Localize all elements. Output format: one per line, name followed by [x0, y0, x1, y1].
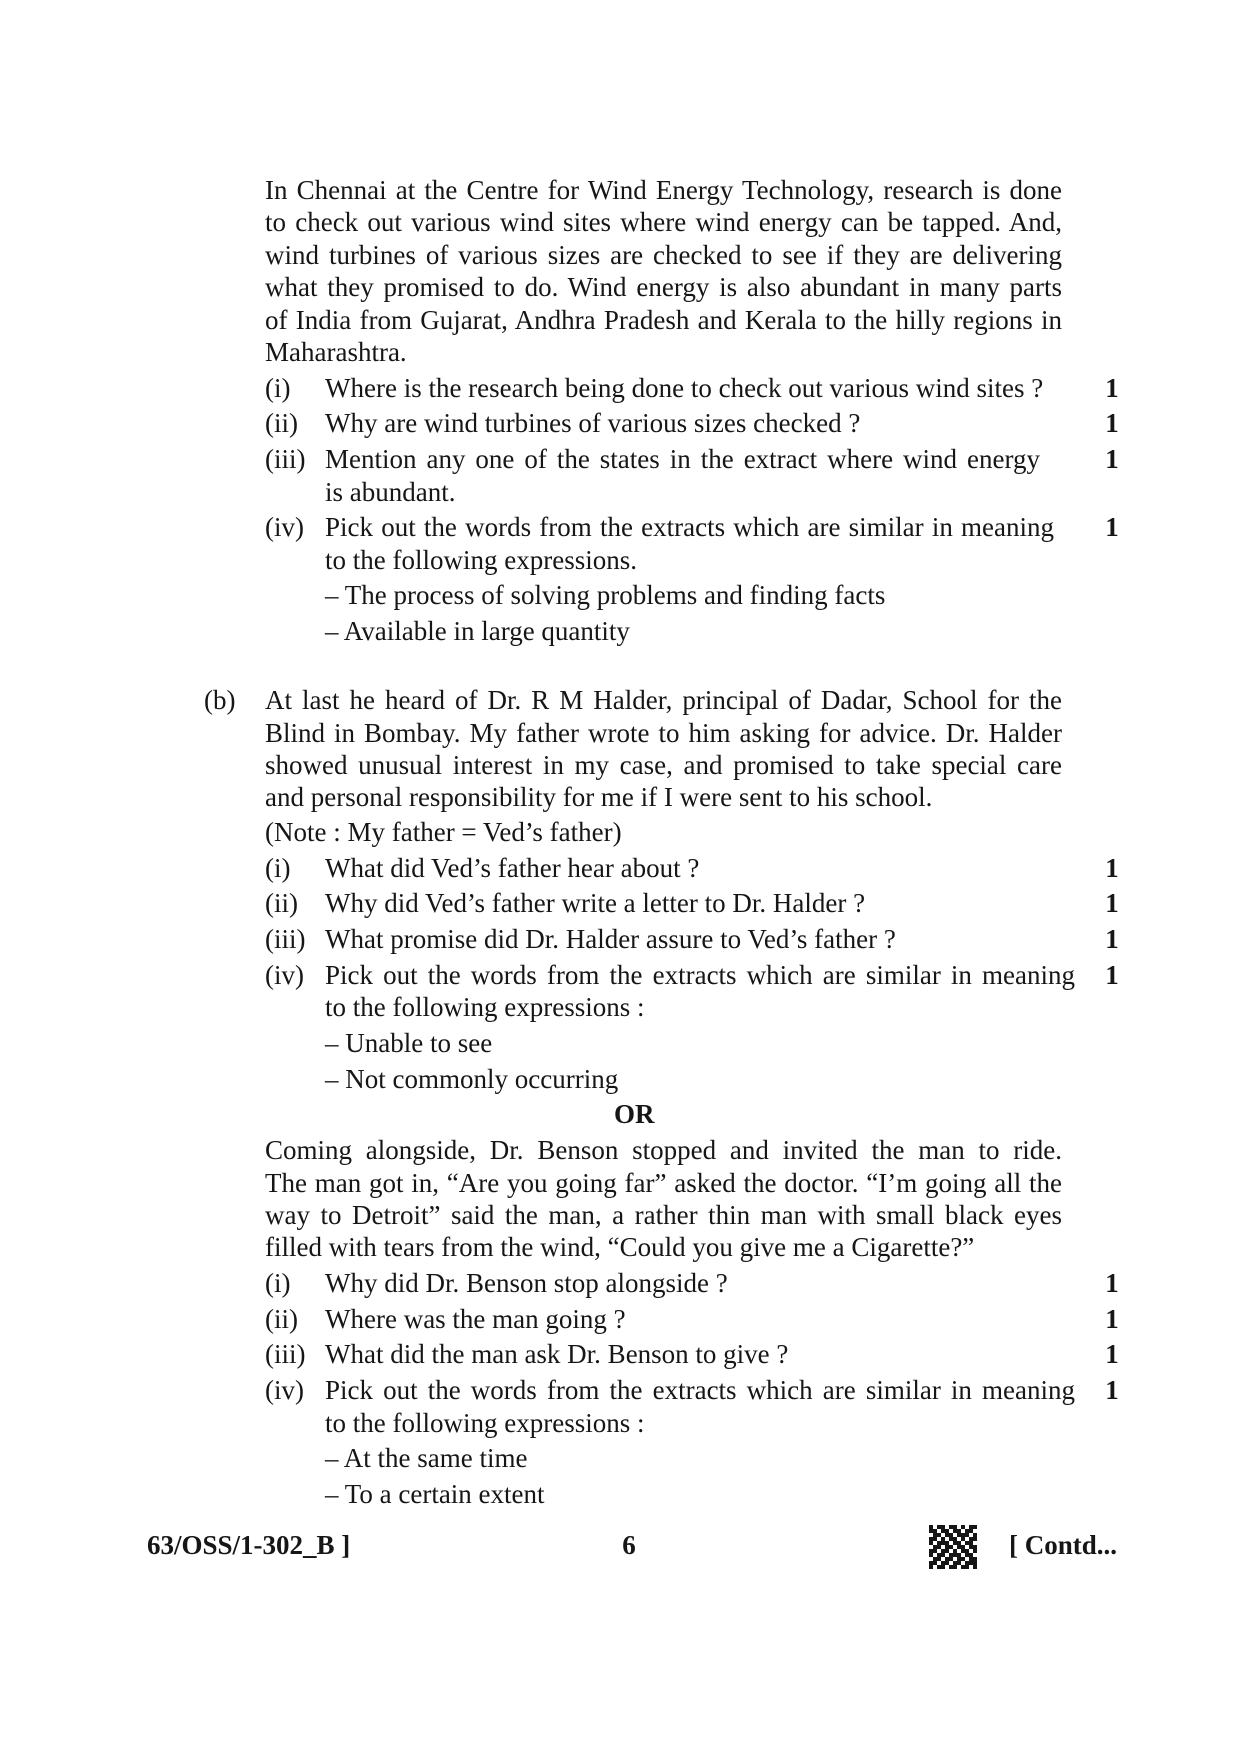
expression-item: – The process of solving problems and finding facts	[325, 580, 886, 611]
expression-item: – Unable to see	[325, 1028, 493, 1058]
question-line: to the following expressions :	[325, 992, 645, 1023]
question-number: (iv)	[265, 512, 304, 543]
question-number: (i)	[265, 1268, 291, 1299]
question-text	[325, 443, 1125, 508]
qr-code-pattern	[929, 1525, 977, 1569]
question-line: Pick out the words from the extracts which are similar in meaning	[325, 959, 1075, 990]
passage-line: Maharashtra.	[265, 337, 407, 368]
marks: 1	[1105, 924, 1119, 955]
marks: 1	[1105, 1268, 1119, 1299]
question-text	[325, 959, 1125, 1024]
marks: 1	[1105, 959, 1119, 990]
question-line: to the following expressions :	[325, 1407, 645, 1438]
question-item	[265, 1267, 1125, 1299]
passage-line: and personal responsibility for me if I were sent to his school.	[265, 782, 933, 813]
passage-line: Blind in Bombay. My father wrote to him asking for advice. Dr. Halder	[265, 717, 1062, 748]
qr-code-icon	[929, 1525, 977, 1569]
passage-line: At last he heard of Dr. R M Halder, principal of Dadar, School for the	[265, 685, 1062, 716]
passage-line: showed unusual interest in my case, and promised to take special care	[265, 750, 1062, 781]
question-text	[325, 372, 1125, 404]
passage-line: wind turbines of various sizes are checked to see if they are delivering	[265, 239, 1062, 270]
question-text	[325, 1303, 1125, 1335]
marks: 1	[1105, 852, 1119, 883]
question-item	[265, 1338, 1125, 1370]
continued-label: [ Contd...	[1009, 1530, 1118, 1560]
expression-item: – At the same time	[325, 1443, 528, 1474]
question-line: Where is the research being done to check out various wind sites ?	[325, 372, 1044, 403]
paper-code: 63/OSS/1-302_B ]	[147, 1530, 351, 1560]
marks: 1	[1105, 1303, 1119, 1334]
question-line: What did the man ask Dr. Benson to give ?	[325, 1339, 789, 1370]
question-item	[265, 407, 1125, 439]
question-line: Why did Dr. Benson stop alongside ?	[325, 1268, 728, 1299]
question-item	[265, 887, 1125, 919]
question-number: (ii)	[265, 1303, 298, 1334]
marks: 1	[1105, 512, 1119, 543]
passage-line: to check out various wind sites where wind energy can be tapped. And,	[265, 207, 1062, 238]
passage-line: The man got in, “Are you going far” asked the doctor. “I’m going all the	[265, 1167, 1062, 1198]
question-text	[325, 887, 1125, 919]
passage-line: filled with tears from the wind, “Could you give me a Cigarette?”	[265, 1232, 975, 1263]
question-line: Why are wind turbines of various sizes checked ?	[325, 408, 861, 439]
question-line: Pick out the words from the extracts which are similar in meaning	[325, 1375, 1075, 1406]
question-number: (iii)	[265, 1339, 306, 1370]
question-item	[265, 1303, 1125, 1335]
question-line: Mention any one of the states in the extract where wind energy	[325, 444, 1040, 475]
question-line: What promise did Dr. Halder assure to Ved’s father ?	[325, 924, 896, 955]
question-line: Where was the man going ?	[325, 1303, 626, 1334]
passage-line: Coming alongside, Dr. Benson stopped and invited the man to ride.	[265, 1135, 1062, 1166]
extract-passage	[265, 1134, 1125, 1264]
question-item	[265, 372, 1125, 404]
question-number: (iii)	[265, 924, 306, 955]
question-line: Pick out the words from the extracts which are similar in meaning	[325, 512, 1054, 543]
extract-passage	[265, 684, 1125, 814]
question-text	[325, 407, 1125, 439]
question-text	[325, 852, 1125, 884]
passage-line: In Chennai at the Centre for Wind Energy Technology, research is done	[265, 175, 1062, 205]
expression-item: – To a certain extent	[325, 1478, 545, 1509]
question-text	[325, 923, 1125, 955]
marks: 1	[1105, 372, 1119, 403]
question-number: (iv)	[265, 1375, 304, 1406]
question-content	[204, 174, 1125, 1510]
marks: 1	[1105, 1339, 1119, 1370]
question-number: (ii)	[265, 408, 298, 439]
question-number: (iii)	[265, 444, 306, 475]
question-number: (i)	[265, 372, 291, 403]
question-text	[325, 1267, 1125, 1299]
question-line: to the following expressions.	[325, 544, 637, 575]
marks: 1	[1105, 444, 1119, 475]
question-item	[265, 443, 1125, 508]
marks: 1	[1105, 408, 1119, 439]
question-text	[325, 511, 1125, 576]
passage-line: what they promised to do. Wind energy is also abundant in many parts	[265, 272, 1062, 303]
marks: 1	[1105, 1375, 1119, 1406]
question-number: (ii)	[265, 888, 298, 919]
question-line: is abundant.	[325, 476, 456, 507]
marks: 1	[1105, 888, 1119, 919]
question-line: What did Ved’s father hear about ?	[325, 852, 700, 883]
question-item	[265, 511, 1125, 576]
section-b	[204, 684, 1125, 1510]
question-item	[265, 852, 1125, 884]
section-label: (b)	[204, 685, 236, 716]
extract-passage	[265, 174, 1125, 368]
or-divider: OR	[614, 1099, 655, 1130]
expression-item: – Not commonly occurring	[325, 1063, 619, 1094]
question-text	[325, 1338, 1125, 1370]
question-number: (iv)	[265, 959, 304, 990]
question-item	[265, 1374, 1125, 1439]
expression-item: – Available in large quantity	[325, 616, 630, 647]
passage-line: way to Detroit” said the man, a rather thin man with small black eyes	[265, 1199, 1062, 1230]
page-footer	[0, 1529, 1240, 1573]
page-number: 6	[622, 1530, 636, 1560]
question-text	[325, 1374, 1125, 1439]
question-number: (i)	[265, 852, 291, 883]
extract-note: (Note : My father = Ved’s father)	[265, 817, 622, 848]
question-item	[265, 923, 1125, 955]
passage-line: of India from Gujarat, Andhra Pradesh and Kerala to the hilly regions in	[265, 304, 1062, 335]
question-line: Why did Ved’s father write a letter to Dr. Halder ?	[325, 888, 866, 919]
question-item	[265, 959, 1125, 1024]
